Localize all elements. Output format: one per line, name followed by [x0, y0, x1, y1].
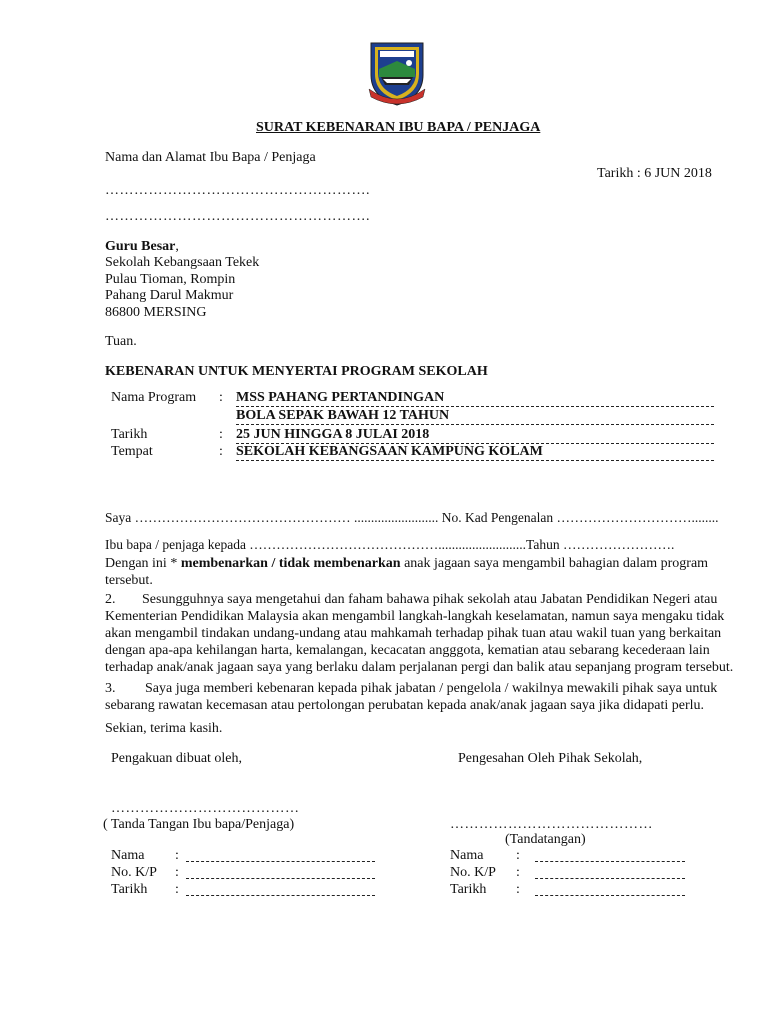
paragraph-2-line-5: terhadap anak/anak jagaan saya yang berlaku dalam perjalanan pergi dan balik atau sepanjang program tersebut.	[105, 660, 734, 675]
left-field-date-colon: :	[175, 882, 179, 897]
recipient-line-3: Pahang Darul Makmur	[105, 288, 234, 303]
right-sign-line: ……………………………………	[450, 817, 653, 832]
program-name-colon: :	[219, 390, 223, 405]
program-name-line-1: MSS PAHANG PERTANDINGAN	[236, 389, 714, 407]
right-field-date-colon: :	[516, 882, 520, 897]
left-field-name-colon: :	[175, 848, 179, 863]
consent-prefix: Dengan ini *	[105, 556, 181, 571]
right-field-name-label: Nama	[450, 848, 484, 863]
consent-suffix: anak jagaan saya mengambil bahagian dalam program	[400, 556, 709, 571]
right-field-ic-colon: :	[516, 865, 520, 880]
closing: Sekian, terima kasih.	[105, 721, 223, 736]
right-field-ic-input[interactable]	[535, 878, 685, 879]
left-field-ic-input[interactable]	[186, 878, 375, 879]
letter-date: Tarikh : 6 JUN 2018	[597, 166, 712, 181]
program-date-value: 25 JUN HINGGA 8 JULAI 2018	[236, 426, 714, 444]
paragraph-2-line-4: dengan apa-apa kehilangan harta, kemalangan, kecacatan angggota, kematian atau sebarang kecederaan lain	[105, 643, 710, 658]
consent-options: membenarkan / tidak membenarkan	[180, 556, 401, 571]
left-field-ic-label: No. K/P	[111, 865, 157, 880]
left-sign-line: …………………………………	[111, 801, 300, 816]
declaration-consent-line	[105, 555, 708, 572]
parent-address-label: Nama dan Alamat Ibu Bapa / Penjaga	[105, 150, 316, 165]
program-venue-label: Tempat	[111, 444, 153, 459]
right-sign-heading: Pengesahan Oleh Pihak Sekolah,	[458, 751, 643, 766]
paragraph-3-number: 3.	[105, 681, 116, 696]
left-sign-heading: Pengakuan dibuat oleh,	[111, 751, 243, 766]
parent-address-line-1: ……………………………………………….	[105, 183, 370, 198]
right-field-date-label: Tarikh	[450, 882, 487, 897]
left-field-name-label: Nama	[111, 848, 145, 863]
recipient-title	[105, 238, 179, 255]
recipient-title-comma: ,	[175, 239, 179, 254]
right-sign-caption: (Tandatangan)	[505, 832, 586, 847]
program-date-label: Tarikh	[111, 427, 148, 442]
left-field-date-label: Tarikh	[111, 882, 148, 897]
paragraph-2-line-2: Kementerian Pendidikan Malaysia akan mengambil langkah-langkah keselamatan, namun saya mengaku tidak	[105, 609, 725, 624]
left-field-ic-colon: :	[175, 865, 179, 880]
paragraph-3-line-1: Saya juga memberi kebenaran kepada pihak jabatan / pengelola / wakilnya mewakili pihak saya untuk	[145, 681, 718, 696]
program-name-line-2: BOLA SEPAK BAWAH 12 TAHUN	[236, 407, 714, 425]
paragraph-2-number: 2.	[105, 592, 116, 607]
paragraph-3-line-2: sebarang rawatan kecemasan atau pertolongan perubatan kepada anak/anak jagaan saya jika didapati perlu.	[105, 698, 704, 713]
parent-address-line-2: ……………………………………………….	[105, 209, 370, 224]
right-field-ic-label: No. K/P	[450, 865, 496, 880]
recipient-line-4: 86800 MERSING	[105, 305, 207, 320]
recipient-title-text: Guru Besar	[105, 239, 176, 254]
school-crest-icon	[367, 39, 427, 107]
left-sign-caption: ( Tanda Tangan Ibu bapa/Penjaga)	[103, 817, 295, 832]
declaration-parent-line: Ibu bapa / penjaga kepada ……………………………………..........................Tahun …………………….	[105, 537, 675, 552]
right-field-name-input[interactable]	[535, 861, 685, 862]
paragraph-2-line-1: Sesungguhnya saya mengetahui dan faham bahawa pihak sekolah atau Jabatan Pendidikan Negeri atau	[142, 592, 718, 607]
left-field-name-input[interactable]	[186, 861, 375, 862]
declaration-name-line: Saya ………………………………………… ......................... No. Kad Pengenalan …………………………........	[105, 510, 719, 525]
program-name-label: Nama Program	[111, 390, 197, 405]
declaration-consent-line-2: tersebut.	[105, 573, 153, 588]
right-field-name-colon: :	[516, 848, 520, 863]
program-date-colon: :	[219, 427, 223, 442]
letter-title: SURAT KEBENARAN IBU BAPA / PENJAGA	[256, 120, 541, 135]
program-venue-value: SEKOLAH KEBANGSAAN KAMPUNG KOLAM	[236, 443, 714, 461]
subject-heading: KEBENARAN UNTUK MENYERTAI PROGRAM SEKOLAH	[105, 364, 488, 379]
recipient-line-1: Sekolah Kebangsaan Tekek	[105, 255, 260, 270]
salutation: Tuan.	[105, 334, 137, 349]
left-field-date-input[interactable]	[186, 895, 375, 896]
right-field-date-input[interactable]	[535, 895, 685, 896]
program-venue-colon: :	[219, 444, 223, 459]
recipient-line-2: Pulau Tioman, Rompin	[105, 272, 236, 287]
paragraph-2-line-3: akan mengambil tindakan undang-undang atau mahkamah terhadap pihak tuan atau wakil tuan yang berkaitan	[105, 626, 722, 641]
